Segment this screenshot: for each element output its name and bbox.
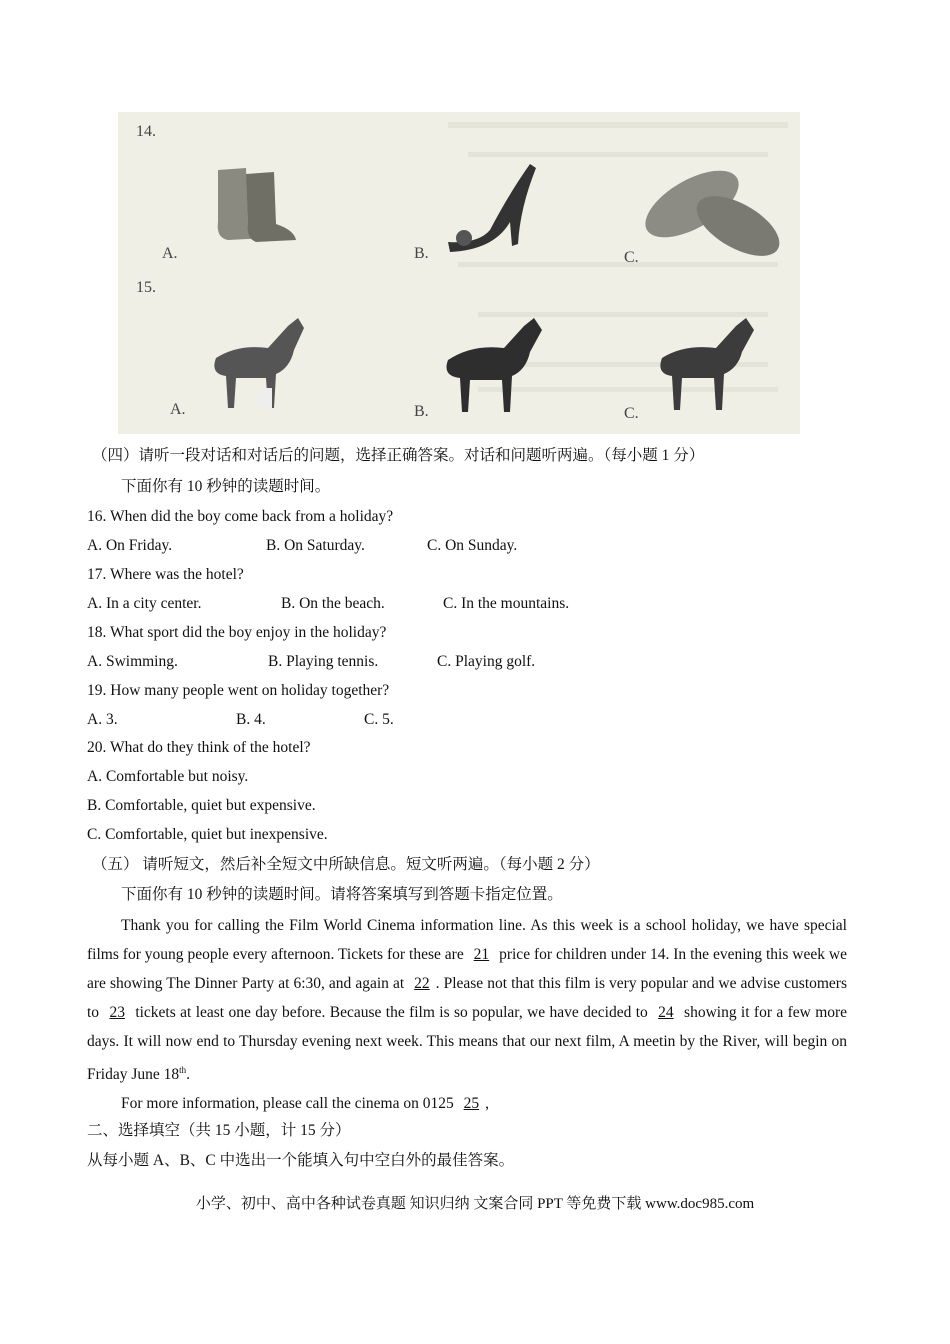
q20-option-b: B. Comfortable, quiet but expensive. <box>87 797 316 814</box>
passage-paragraph-2 <box>87 1089 847 1118</box>
q14-option-c-label: C. <box>624 249 639 266</box>
blank-23: 23 <box>109 1004 125 1021</box>
blank-24: 24 <box>658 1004 674 1021</box>
passage-text: price for children under 14. In the evening this week we are showing The Dinner Party at 6:30, and again at <box>87 946 848 992</box>
passage-paragraph-1 <box>87 911 847 1089</box>
q18-option-a: A. Swimming. <box>87 653 178 670</box>
q15-option-b-label: B. <box>414 403 429 420</box>
q14-option-a-label: A. <box>162 245 178 262</box>
q20-option-c: C. Comfortable, quiet but inexpensive. <box>87 826 328 843</box>
passage <box>87 911 847 1118</box>
passage-text: showing it for a few more days. It will now end to Thursday evening next week. This means that our next film, A meetin by the River, will begin on Friday June 18 <box>87 1004 848 1084</box>
part2-instruction: 从每小题 A、B、C 中选出一个能填入句中空白外的最佳答案。 <box>87 1152 515 1169</box>
question-18: 18. What sport did the boy enjoy in the holiday? <box>87 624 387 641</box>
question-17: 17. Where was the hotel? <box>87 566 244 583</box>
page-footer: 小学、初中、高中各种试卷真题 知识归纳 文案合同 PPT 等免费下载 www.doc985.com <box>195 1196 755 1212</box>
q19-option-c: C. 5. <box>364 711 394 728</box>
superscript-th: th <box>179 1065 187 1075</box>
q16-option-a: A. On Friday. <box>87 537 173 554</box>
q19-option-b: B. 4. <box>236 711 266 728</box>
passage-text: . <box>186 1066 191 1084</box>
blank-25: 25 <box>463 1095 480 1113</box>
question-19: 19. How many people went on holiday together? <box>87 682 390 699</box>
question-14-number: 14. <box>136 123 156 140</box>
q15-option-a-label: A. <box>170 401 186 418</box>
q15-option-c-label: C. <box>624 405 639 422</box>
q17-option-c: C. In the mountains. <box>443 595 570 612</box>
listening-pictures-figure <box>118 112 800 434</box>
q20-option-a: A. Comfortable but noisy. <box>87 768 249 785</box>
question-16: 16. When did the boy come back from a holiday? <box>87 508 394 525</box>
q18-option-c: C. Playing golf. <box>437 653 536 670</box>
blank-22: 22 <box>414 975 430 992</box>
section5-reading-time: 下面你有 10 秒钟的读题时间。请将答案填写到答题卡指定位置。 <box>121 886 563 903</box>
q19-option-a: A. 3. <box>87 711 118 728</box>
passage-text: For more information, please call the cinema on 0125 <box>121 1095 454 1113</box>
q17-option-b: B. On the beach. <box>281 595 385 612</box>
section4-header: （四）请听一段对话和对话后的问题，选择正确答案。对话和问题听两遍。（每小题 1 分） <box>92 447 705 464</box>
passage-text: tickets at least one day before. Because the film is so popular, we have decided to <box>135 1004 648 1021</box>
passage-text: . Please not that this film is very popular and we advise customers to <box>87 975 848 1021</box>
q14-option-b-label: B. <box>414 245 429 262</box>
passage-text: Thank you for calling the Film World Cinema information line. As this week is a school holiday, we have special films for young people every afternoon. Tickets for these are <box>87 917 847 963</box>
question-15-number: 15. <box>136 279 156 296</box>
q17-option-a: A. In a city center. <box>87 595 202 612</box>
question-20: 20. What do they think of the hotel? <box>87 739 311 756</box>
passage-text: , <box>485 1095 489 1113</box>
q16-option-b: B. On Saturday. <box>266 537 365 554</box>
section4-reading-time: 下面你有 10 秒钟的读题时间。 <box>121 478 331 495</box>
q16-option-c: C. On Sunday. <box>427 537 518 554</box>
part2-header: 二、选择填空（共 15 小题，计 15 分） <box>87 1122 351 1139</box>
section5-header: （五） 请听短文，然后补全短文中所缺信息。短文听两遍。（每小题 2 分） <box>92 856 600 873</box>
blank-21: 21 <box>473 946 490 963</box>
q18-option-b: B. Playing tennis. <box>268 653 379 670</box>
